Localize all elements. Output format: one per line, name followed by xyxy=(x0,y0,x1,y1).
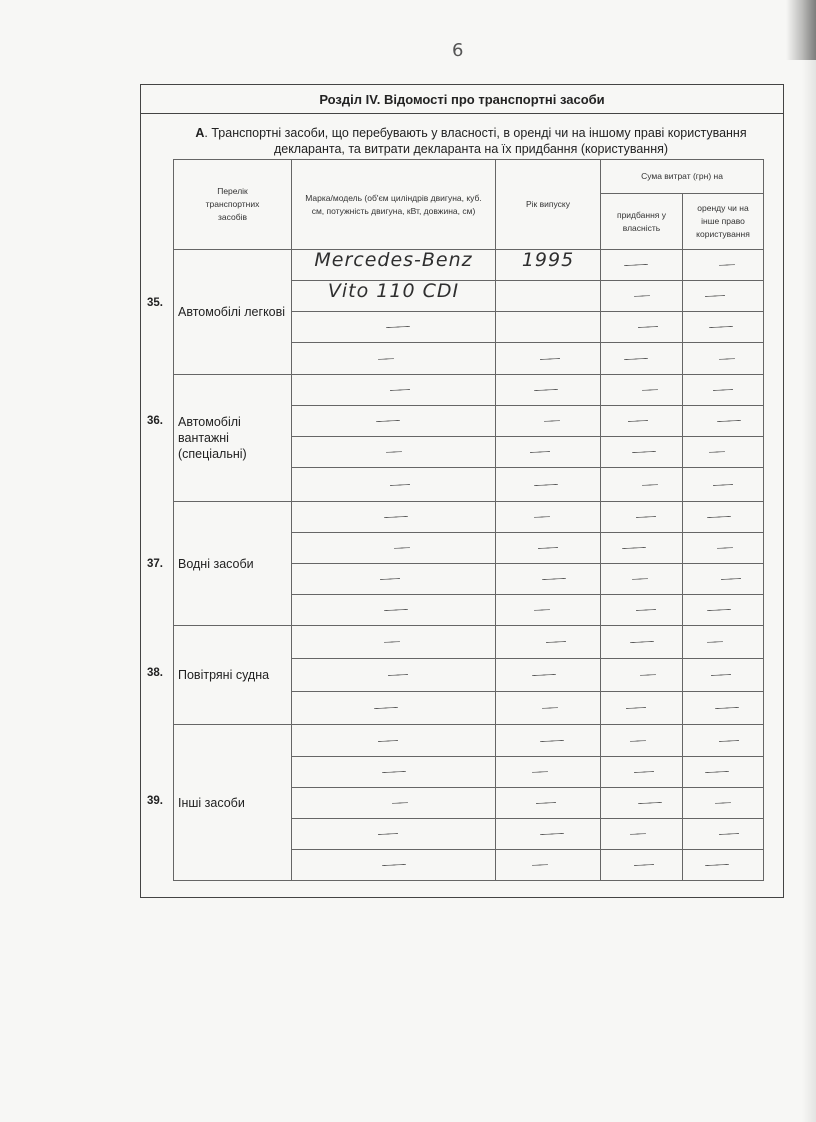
handwritten-dash xyxy=(705,864,729,866)
purchase-cell xyxy=(601,533,683,564)
handwritten-dash xyxy=(715,802,731,804)
handwritten-dash xyxy=(709,451,725,453)
purchase-cell xyxy=(601,564,683,595)
handwritten-dash xyxy=(532,674,556,676)
lease-cell xyxy=(683,626,764,659)
handwritten-dash xyxy=(540,739,564,741)
handwritten-dash xyxy=(542,707,558,709)
purchase-cell xyxy=(601,595,683,626)
header-row-1 xyxy=(174,160,764,194)
handwritten-dash xyxy=(713,389,733,391)
model-cell xyxy=(292,502,496,533)
model-cell xyxy=(292,659,496,692)
year-cell xyxy=(496,533,601,564)
handwritten-dash xyxy=(393,547,409,549)
handwritten-dash xyxy=(534,483,558,485)
model-cell xyxy=(292,406,496,437)
model-cell xyxy=(292,595,496,626)
model-cell xyxy=(292,788,496,819)
handwritten-dash xyxy=(705,771,729,773)
purchase-cell xyxy=(601,468,683,502)
handwritten-dash xyxy=(377,833,397,835)
handwritten-dash xyxy=(532,771,548,773)
handwritten-dash xyxy=(532,864,548,866)
handwritten-dash xyxy=(540,833,564,835)
year-cell xyxy=(496,502,601,533)
header-list: Перелік транспортних засобів xyxy=(174,160,292,250)
handwritten-dash xyxy=(623,264,647,266)
vehicles-table xyxy=(173,159,764,881)
table-row xyxy=(174,626,764,659)
header-year: Рік випуску xyxy=(496,160,601,250)
handwritten-dash xyxy=(635,609,655,611)
lease-cell xyxy=(683,788,764,819)
handwritten-dash xyxy=(633,864,653,866)
handwritten-dash xyxy=(621,547,645,549)
year-cell xyxy=(496,468,601,502)
handwritten-dash xyxy=(377,358,393,360)
handwritten-dash xyxy=(715,707,739,709)
scan-corner-shadow xyxy=(786,0,816,60)
purchase-cell xyxy=(601,659,683,692)
handwritten-dash xyxy=(544,420,560,422)
model-cell xyxy=(292,757,496,788)
year-cell xyxy=(496,819,601,850)
year-cell xyxy=(496,788,601,819)
header-sum: Сума витрат (грн) на xyxy=(601,160,764,194)
table-row xyxy=(174,502,764,533)
handwritten-dash xyxy=(381,864,405,866)
lease-cell xyxy=(683,819,764,850)
handwritten-dash xyxy=(707,609,731,611)
year-cell xyxy=(496,406,601,437)
handwritten-dash xyxy=(383,609,407,611)
table-row xyxy=(174,375,764,406)
purchase-cell xyxy=(601,725,683,757)
year-cell xyxy=(496,281,601,312)
handwritten-dash xyxy=(719,264,735,266)
purchase-cell xyxy=(601,406,683,437)
year-cell xyxy=(496,692,601,725)
handwritten-dash xyxy=(536,802,556,804)
lease-cell xyxy=(683,692,764,725)
lease-cell xyxy=(683,343,764,375)
handwritten-dash xyxy=(381,771,405,773)
lease-cell xyxy=(683,757,764,788)
category-label: Інші засоби xyxy=(174,725,292,881)
purchase-cell xyxy=(601,757,683,788)
purchase-cell xyxy=(601,692,683,725)
lease-cell xyxy=(683,437,764,468)
purchase-cell xyxy=(601,375,683,406)
handwritten-entry: Mercedes-Benz xyxy=(314,249,473,271)
model-cell xyxy=(292,250,496,281)
purchase-cell xyxy=(601,626,683,659)
handwritten-dash xyxy=(721,578,741,580)
handwritten-dash xyxy=(709,326,733,328)
model-cell xyxy=(292,312,496,343)
model-cell xyxy=(292,850,496,881)
category-label: Автомобілі легкові xyxy=(174,250,292,375)
handwritten-dash xyxy=(707,516,731,518)
lease-cell xyxy=(683,468,764,502)
header-model: Марка/модель (об'єм циліндрів двигуна, куб. см, потужність двигуна, кВт, довжина, см) xyxy=(292,160,496,250)
lease-cell xyxy=(683,564,764,595)
lease-cell xyxy=(683,375,764,406)
purchase-cell xyxy=(601,343,683,375)
category-number-35: 35. xyxy=(147,297,163,309)
handwritten-dash xyxy=(534,389,558,391)
lease-cell xyxy=(683,502,764,533)
year-cell xyxy=(496,250,601,281)
handwritten-dash xyxy=(373,707,397,709)
handwritten-dash xyxy=(631,451,655,453)
year-cell xyxy=(496,595,601,626)
purchase-cell xyxy=(601,281,683,312)
model-cell xyxy=(292,468,496,502)
purchase-cell xyxy=(601,850,683,881)
year-cell xyxy=(496,725,601,757)
lease-cell xyxy=(683,406,764,437)
handwritten-dash xyxy=(540,357,560,359)
category-number-38: 38. xyxy=(147,667,163,679)
handwritten-dash xyxy=(383,516,407,518)
subsection-letter: А xyxy=(195,126,205,140)
handwritten-dash xyxy=(534,609,550,611)
handwritten-dash xyxy=(385,451,401,453)
handwritten-dash xyxy=(719,833,739,835)
header-purchase: придбання у власність xyxy=(601,194,683,250)
model-cell xyxy=(292,533,496,564)
handwritten-dash xyxy=(629,641,653,643)
lease-cell xyxy=(683,659,764,692)
lease-cell xyxy=(683,595,764,626)
purchase-cell xyxy=(601,502,683,533)
handwritten-entry: 1995 xyxy=(521,249,575,271)
handwritten-dash xyxy=(530,451,550,453)
purchase-cell xyxy=(601,819,683,850)
handwritten-dash xyxy=(639,674,655,676)
model-cell xyxy=(292,819,496,850)
category-number-36: 36. xyxy=(147,415,163,427)
handwritten-dash xyxy=(719,358,735,360)
header-lease: оренду чи на інше право користування xyxy=(683,194,764,250)
year-cell xyxy=(496,850,601,881)
handwritten-dash xyxy=(542,578,566,580)
handwritten-dash xyxy=(713,483,733,485)
subsection-heading xyxy=(171,125,771,157)
handwritten-dash xyxy=(389,389,409,391)
handwritten-dash xyxy=(719,739,739,741)
handwritten-dash xyxy=(379,578,399,580)
category-label: Водні засоби xyxy=(174,502,292,626)
model-cell xyxy=(292,375,496,406)
handwritten-dash xyxy=(375,420,399,422)
table-row xyxy=(174,250,764,281)
handwritten-dash xyxy=(623,357,647,359)
year-cell xyxy=(496,757,601,788)
lease-cell xyxy=(683,725,764,757)
model-cell xyxy=(292,343,496,375)
model-cell xyxy=(292,725,496,757)
handwritten-dash xyxy=(625,707,645,709)
purchase-cell xyxy=(601,312,683,343)
handwritten-dash xyxy=(717,420,741,422)
purchase-cell xyxy=(601,788,683,819)
handwritten-dash xyxy=(538,547,558,549)
handwritten-dash xyxy=(534,516,550,518)
category-number-37: 37. xyxy=(147,558,163,570)
model-cell xyxy=(292,692,496,725)
model-cell xyxy=(292,437,496,468)
section-title: Розділ IV. Відомості про транспортні засоби xyxy=(141,85,783,114)
handwritten-dash xyxy=(633,295,649,297)
handwritten-dash xyxy=(637,802,661,804)
handwritten-dash xyxy=(641,389,657,391)
year-cell xyxy=(496,312,601,343)
category-label: Повітряні судна xyxy=(174,626,292,725)
handwritten-dash xyxy=(383,641,399,643)
year-cell xyxy=(496,375,601,406)
handwritten-dash xyxy=(711,674,731,676)
handwritten-dash xyxy=(637,326,657,328)
handwritten-entry: Vito 110 CDI xyxy=(327,280,460,302)
lease-cell xyxy=(683,312,764,343)
lease-cell xyxy=(683,281,764,312)
year-cell xyxy=(496,343,601,375)
handwritten-dash xyxy=(387,674,407,676)
purchase-cell xyxy=(601,250,683,281)
handwritten-dash xyxy=(633,771,653,773)
handwritten-dash xyxy=(629,740,645,742)
lease-cell xyxy=(683,250,764,281)
model-cell xyxy=(292,626,496,659)
year-cell xyxy=(496,437,601,468)
lease-cell xyxy=(683,850,764,881)
category-label: Автомобілі вантажні (спеціальні) xyxy=(174,375,292,502)
handwritten-dash xyxy=(641,484,657,486)
model-cell xyxy=(292,281,496,312)
handwritten-dash xyxy=(377,739,397,741)
year-cell xyxy=(496,564,601,595)
purchase-cell xyxy=(601,437,683,468)
handwritten-dash xyxy=(705,295,725,297)
handwritten-dash xyxy=(635,516,655,518)
handwritten-dash xyxy=(629,833,645,835)
handwritten-dash xyxy=(389,483,409,485)
year-cell xyxy=(496,659,601,692)
handwritten-dash xyxy=(707,641,723,643)
table-row xyxy=(174,725,764,757)
handwritten-dash xyxy=(391,802,407,804)
page-number: 6 xyxy=(452,40,464,61)
model-cell xyxy=(292,564,496,595)
category-number-39: 39. xyxy=(147,795,163,807)
handwritten-dash xyxy=(385,326,409,328)
scan-edge-shadow xyxy=(802,0,816,1122)
subsection-text: . Транспортні засоби, що перебувають у власності, в оренді чи на іншому праві користування декларанта, та витрати декларанта на їх придбання (користування) xyxy=(204,126,747,156)
year-cell xyxy=(496,626,601,659)
handwritten-dash xyxy=(717,547,733,549)
lease-cell xyxy=(683,533,764,564)
section-frame xyxy=(140,84,784,898)
handwritten-dash xyxy=(627,420,647,422)
handwritten-dash xyxy=(546,641,566,643)
handwritten-dash xyxy=(631,578,647,580)
